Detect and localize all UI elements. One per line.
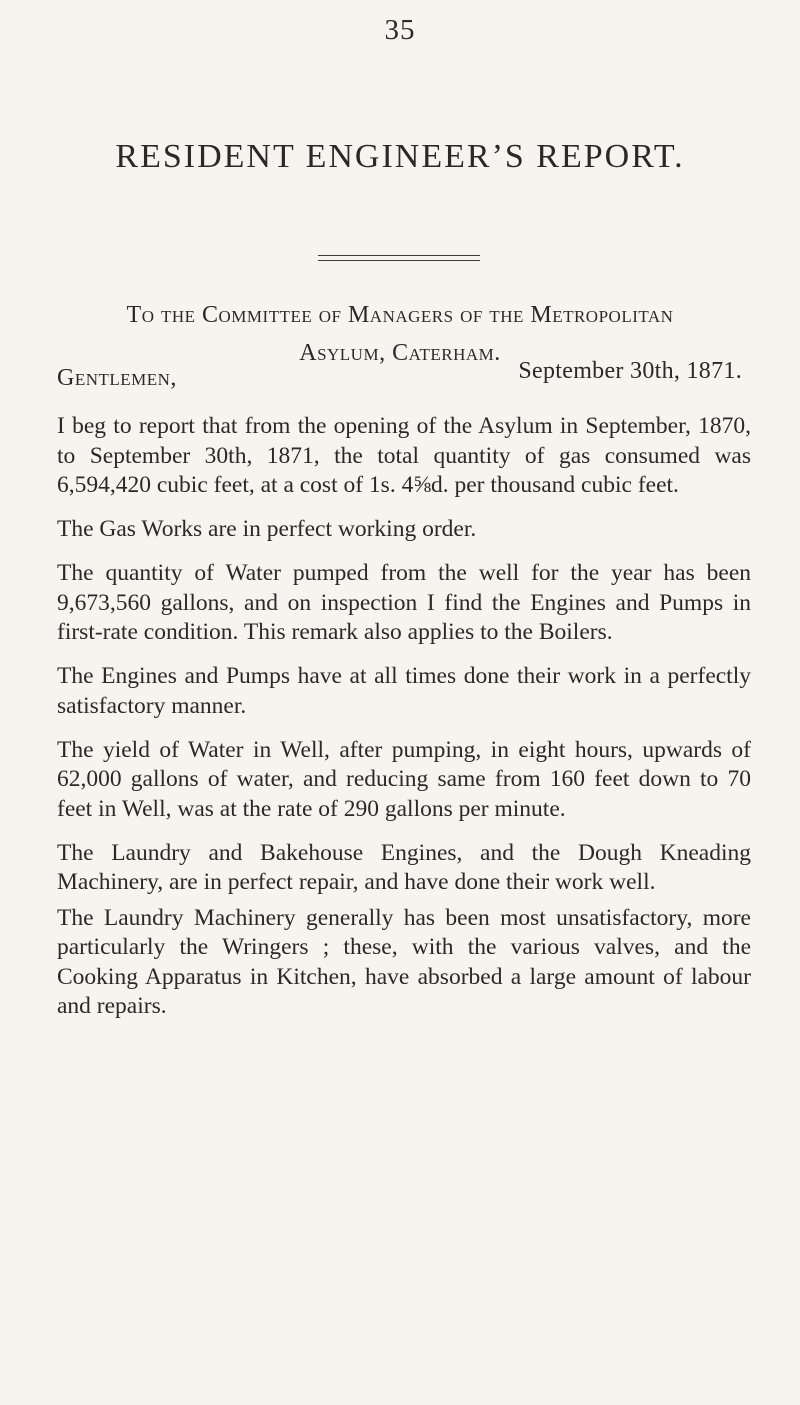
paragraph-gas-works: The Gas Works are in perfect working order. <box>57 516 477 542</box>
title-divider-bottom <box>318 260 480 261</box>
salutation: Gentlemen, <box>57 365 177 391</box>
report-date: September 30th, 1871. <box>518 358 742 384</box>
report-body <box>57 412 751 1036</box>
paragraph-gas-consumption: I beg to report that from the opening of the Asylum in September, 1870, to September 30th, 1871, the total quantity of gas consumed was 6,594,420 cubic feet, at a cost of 1s. 4⅝d. per thousand cubic feet. <box>57 413 751 498</box>
paragraph-laundry-machinery: The Laundry Machinery generally has been most unsatisfactory, more particularly the Wringers ; these, with the various valves, and the Cooking Apparatus in Kitchen, have absorbed a large amount of labour and repairs. <box>57 904 751 1019</box>
page-number: 35 <box>384 14 416 46</box>
report-title: RESIDENT ENGINEER’S REPORT. <box>115 138 685 175</box>
paragraph-well-yield: The yield of Water in Well, after pumping, in eight hours, upwards of 62,000 gallons of water, and reducing same from 160 feet down to 70 feet in Well, was at the rate of 290 gallons per minute. <box>57 736 751 822</box>
title-divider-top <box>318 255 480 256</box>
paragraph-engines-pumps: The Engines and Pumps have at all times done their work in a perfectly satisfactory manner. <box>57 663 751 719</box>
paragraph-laundry-bakehouse: The Laundry and Bakehouse Engines, and the Dough Kneading Machinery, are in perfect repair, and have done their work well. <box>57 839 751 895</box>
address-line-2: Asylum, Caterham. <box>299 340 501 366</box>
paragraph-water-pumped: The quantity of Water pumped from the well for the year has been 9,673,560 gallons, and on inspection I find the Engines and Pumps in first-rate condition. This remark also applies to the Boilers. <box>57 560 751 645</box>
address-line-1: To the Committee of Managers of the Metropolitan <box>126 302 674 328</box>
